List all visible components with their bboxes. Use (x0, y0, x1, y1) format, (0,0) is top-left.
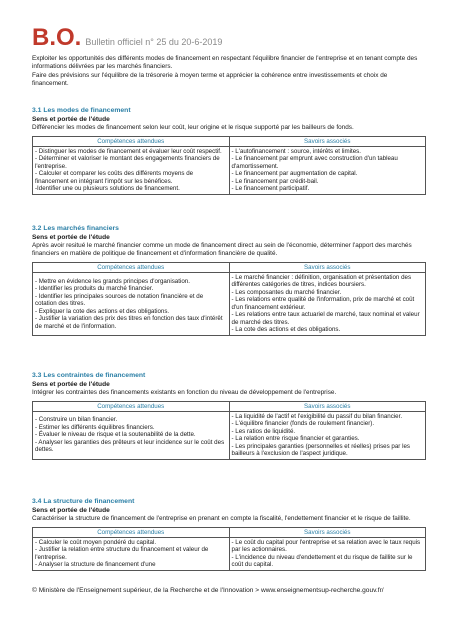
competences-table (32, 136, 426, 195)
competence-item: - Analyser les garanties des prêteurs et leur incidence sur le coût des dettes. (35, 438, 225, 454)
section-structure-financement (32, 498, 426, 571)
intro-text (32, 55, 424, 89)
header-savoirs: Savoirs associés (229, 528, 426, 538)
section-title: 3.2 Les marchés financiers (32, 225, 119, 232)
section-subtitle: Sens et portée de l'étude (32, 115, 110, 123)
competences-cell (33, 146, 230, 194)
section-description: Intégrer les contraintes des financements existants en fonction du niveau de développement de l'entreprise. (32, 388, 337, 396)
section-description: Caractériser la structure de financement de l'entreprise en prenant en compte la fiscalité, l'endettement financier et le risque de faillite. (32, 514, 411, 522)
savoir-item: - Le financement par emprunt avec construction d'un tableau d'amortissement. (231, 155, 398, 170)
savoir-item: - Le coût du capital pour l'entreprise et sa relation avec le taux requis par les actionnaires. (231, 538, 421, 553)
competence-item: - Justifier la relation entre structure du financement et valeur de l'entreprise. (35, 546, 209, 561)
section-modes-financement (32, 107, 426, 195)
competence-item: - Mettre en évidence les grands principes d'organisation. (35, 277, 190, 285)
savoir-item: - Les ratios de liquidité. (231, 427, 296, 435)
savoirs-cell (229, 272, 426, 335)
section-description: Différencier les modes de financement selon leur coût, leur origine et le risque supporté par les bailleurs de fonds. (32, 123, 354, 131)
competence-item: - Expliquer la cote des actions et des obligations. (35, 307, 170, 315)
competence-item: - Construire un bilan financier. (35, 416, 118, 424)
savoir-item: - L'autofinancement : source, intérêts et limites. (231, 147, 361, 155)
competence-item: -Identifier une ou plusieurs solutions de financement. (35, 185, 180, 192)
header-savoirs: Savoirs associés (229, 402, 426, 412)
competence-item: - Évaluer le niveau de risque et la soutenabilité de la dette. (35, 431, 196, 439)
competences-cell (33, 272, 230, 335)
savoirs-cell (229, 146, 426, 194)
competence-item: - Analyser la structure de financement d'une (35, 561, 156, 568)
savoir-item: - Le marché financier : définition, organisation et présentation des différentes catégories de titres, indices boursiers. (231, 273, 412, 289)
savoir-item: - Les relations entre qualité de l'information, prix de marché et coût d'un financement extérieur. (231, 296, 415, 311)
section-subtitle: Sens et portée de l'étude (32, 380, 110, 388)
competences-cell (33, 411, 230, 459)
competence-item: - Déterminer et valoriser le montant des engagements financiers de l'entreprise. (35, 155, 220, 170)
bulletin-title: Bulletin officiel n° 25 du 20-6-2019 (85, 37, 223, 47)
savoir-item: - L'incidence du niveau d'endettement et du risque de faillite sur le coût du capital. (231, 553, 413, 568)
competence-item: - Calculer le coût moyen pondéré du capital. (35, 538, 157, 546)
savoir-item: - La cote des actions et des obligations. (231, 326, 341, 334)
header-competences: Compétences attendues (33, 528, 230, 538)
savoir-item: - La liquidité de l'actif et l'exigibilité du passif du bilan financier. (231, 412, 403, 420)
section-subtitle: Sens et portée de l'étude (32, 506, 110, 514)
competence-item: - Justifier la variation des prix des titres en fonction des taux d'intérêt de marché et de l'information. (35, 315, 223, 330)
savoir-item: - Le financement par augmentation de capital. (231, 170, 358, 177)
savoir-item: - Les composantes du marché financier. (231, 288, 342, 296)
header-competences: Compétences attendues (33, 137, 230, 147)
savoir-item: - La relation entre risque financier et garanties. (231, 435, 360, 442)
savoirs-cell (229, 411, 426, 459)
savoir-item: - L'équilibre financier (fonds de roulement financier). (231, 420, 375, 427)
competence-item: - Identifier les produits du marché financier. (35, 285, 154, 293)
competence-item: - Estimer les différents équilibres financiers. (35, 423, 155, 431)
section-marches-financiers (32, 225, 426, 336)
competences-table (32, 262, 426, 336)
savoir-item: - Le financement participatif. (231, 185, 310, 192)
page-header (32, 24, 222, 52)
header-competences: Compétences attendues (33, 263, 230, 273)
competences-cell (33, 537, 230, 570)
competence-item: - Distinguer les modes de financement et évaluer leur coût respectif. (35, 147, 222, 155)
header-savoirs: Savoirs associés (229, 137, 426, 147)
competence-item: - Identifier les principales sources de notation financière et de cotation des titres. (35, 292, 204, 308)
section-subtitle: Sens et portée de l'étude (32, 233, 110, 241)
section-contraintes-financement (32, 372, 426, 460)
header-competences: Compétences attendues (33, 402, 230, 412)
section-title: 3.3 Les contraintes de financement (32, 372, 146, 379)
savoir-item: - Les principales garanties (personnelles et réelles) prises par les bailleurs à l'exclusion de l'aspect juridique. (231, 442, 410, 457)
savoir-item: - Les relations entre taux actuariel de marché, taux nominal et valeur de marché des titres. (231, 311, 420, 326)
savoirs-cell (229, 537, 426, 570)
bo-logo: B.O. (32, 24, 82, 51)
page-footer: © Ministère de l'Enseignement supérieur, de la Recherche et de l'Innovation > www.enseignementsup-recherche.gouv.fr/ (32, 587, 384, 594)
header-savoirs: Savoirs associés (229, 263, 426, 273)
intro-paragraph: Faire des prévisions sur l'équilibre de la trésorerie à moyen terme et apprécier la cohérence entre investissements et choix de financement. (32, 71, 388, 88)
savoir-item: - Le financement par crédit-bail. (231, 177, 319, 185)
competence-item: - Calculer et comparer les coûts des différents moyens de financement en intégrant l'impôt sur les bénéfices. (35, 170, 194, 185)
section-title: 3.4 La structure de financement (32, 498, 135, 505)
competences-table (32, 401, 426, 460)
section-title: 3.1 Les modes de financement (32, 107, 131, 114)
competences-table (32, 527, 426, 571)
section-description: Après avoir resitué le marché financier comme un mode de financement direct au sein de l'économie, déterminer l'apport des marchés financiers en matière de politique de financement et d'information financière de qualité. (32, 241, 412, 257)
intro-paragraph: Exploiter les opportunités des différents modes de financement en respectant l'équilibre financier de l'entreprise et en tenant compte des informations délivrées par les marchés financiers. (32, 55, 418, 71)
